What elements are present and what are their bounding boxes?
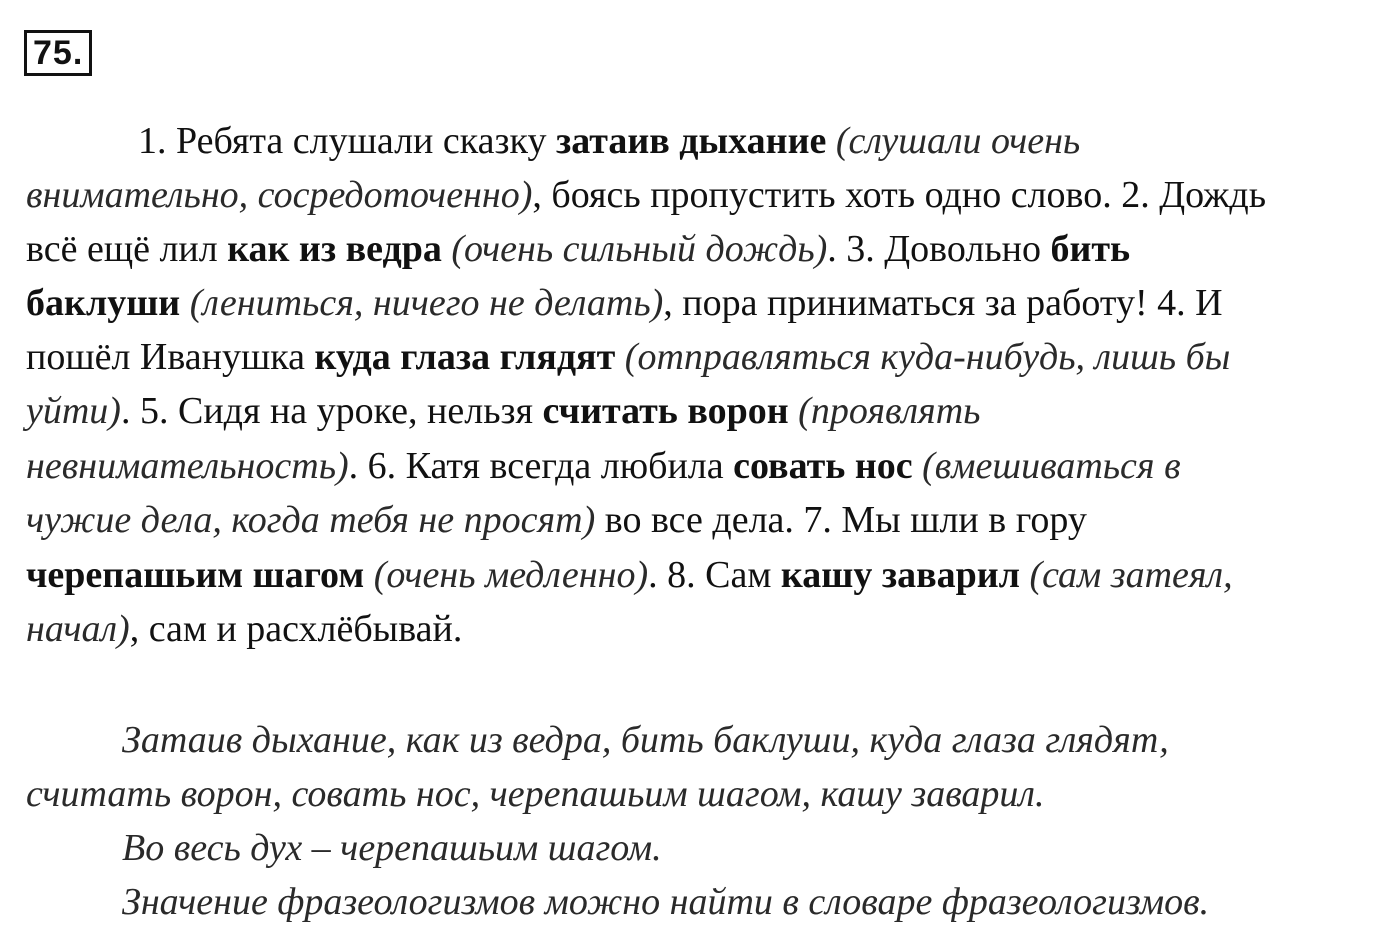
answer-line-1: Затаив дыхание, как из ведра, бить баклуши, куда глаза глядят,	[122, 719, 1169, 761]
exercise-line-5	[26, 330, 1230, 384]
idiom-bold: баклуши	[26, 282, 181, 324]
sentence-text: , пора приниматься за работу! 4. И	[663, 282, 1223, 324]
idiom-meaning: (очень медленно)	[364, 554, 649, 596]
idiom-meaning: невнимательность)	[26, 445, 349, 487]
exercise-line-1	[138, 114, 1080, 168]
sentence-text: во все дела. 7. Мы шли в гору	[595, 499, 1087, 541]
exercise-line-4	[26, 276, 1223, 330]
idiom-meaning: (лениться, ничего не делать)	[180, 282, 664, 324]
idiom-bold: совать нос	[733, 445, 913, 487]
idiom-meaning: (вмешиваться в	[912, 445, 1181, 487]
answer-line-3: Во весь дух – черепашьим шагом.	[122, 827, 662, 869]
exercise-line-10	[26, 602, 462, 656]
answer-line-4: Значение фразеологизмов можно найти в словаре фразеологизмов.	[122, 881, 1210, 923]
idiom-bold: черепашьим шагом	[26, 554, 365, 596]
exercise-line-9	[26, 548, 1233, 602]
sentence-text: . 8. Сам	[648, 554, 781, 596]
sentence-text: 1. Ребята слушали сказку	[138, 120, 556, 162]
sentence-text: . 6. Катя всегда любила	[348, 445, 734, 487]
idiom-bold: бить	[1050, 228, 1131, 270]
idiom-meaning: (отправляться куда-нибудь, лишь бы	[615, 336, 1231, 378]
idiom-meaning: (очень сильный дождь)	[441, 228, 828, 270]
idiom-meaning: чужие дела, когда тебя не просят)	[26, 499, 596, 541]
sentence-text: всё ещё лил	[26, 228, 228, 270]
exercise-line-6	[26, 384, 980, 438]
idiom-meaning: (слушали очень	[826, 120, 1081, 162]
idiom-bold: кашу заварил	[780, 554, 1020, 596]
idiom-bold: затаив дыхание	[555, 120, 827, 162]
exercise-line-7	[26, 439, 1181, 493]
exercise-number: 75.	[24, 30, 92, 76]
idiom-meaning: начал)	[26, 608, 130, 650]
answer-line-2: считать ворон, совать нос, черепашьим шагом, кашу заварил.	[26, 773, 1045, 815]
idiom-bold: считать ворон	[542, 390, 789, 432]
sentence-text: . 3. Довольно	[827, 228, 1051, 270]
idiom-bold: куда глаза глядят	[314, 336, 616, 378]
idiom-meaning: внимательно, сосредоточенно)	[26, 174, 533, 216]
sentence-text: пошёл Иванушка	[26, 336, 315, 378]
idiom-meaning: (проявлять	[788, 390, 981, 432]
idiom-bold: как из ведра	[227, 228, 442, 270]
idiom-meaning: уйти)	[26, 390, 121, 432]
sentence-text: , боясь пропустить хоть одно слово. 2. Дождь	[532, 174, 1267, 216]
sentence-text: . 5. Сидя на уроке, нельзя	[120, 390, 543, 432]
exercise-line-8	[26, 493, 1087, 547]
exercise-line-3	[26, 222, 1130, 276]
exercise-line-2	[26, 168, 1266, 222]
sentence-text: , сам и расхлёбывай.	[129, 608, 463, 650]
idiom-meaning: (сам затеял,	[1019, 554, 1233, 596]
